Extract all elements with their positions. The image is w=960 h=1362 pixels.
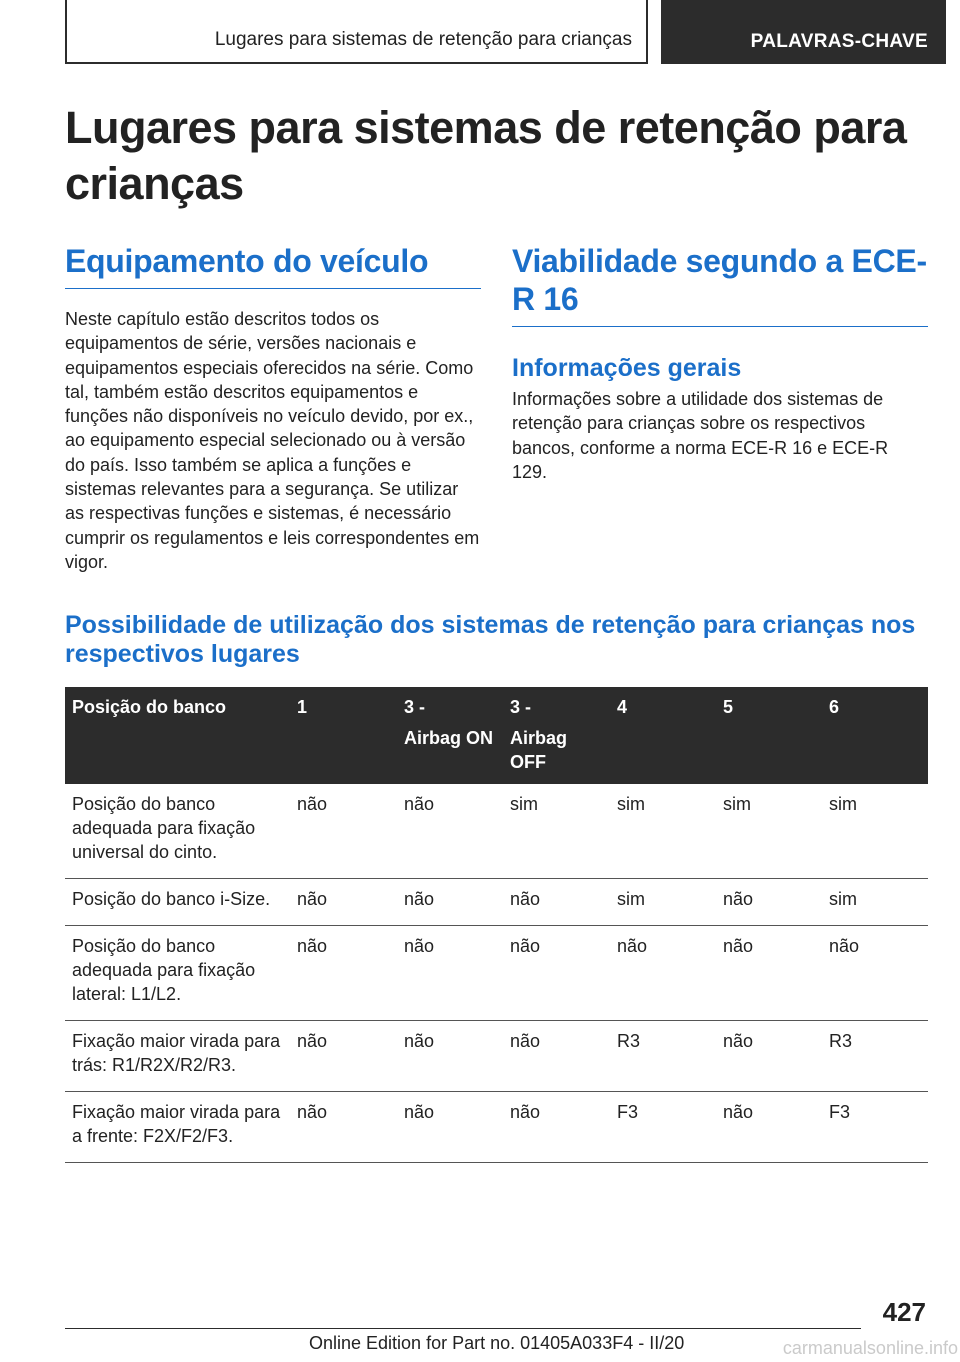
page-title: Lugares para sistemas de retenção para crianças xyxy=(65,102,907,209)
table-cell: não xyxy=(716,1092,822,1163)
left-column xyxy=(65,242,481,574)
header-section-title: Lugares para sistemas de retenção para crianças xyxy=(214,29,632,50)
table-cell: R3 xyxy=(822,1021,928,1092)
table-cell: Posição do banco i-Size. xyxy=(65,879,290,926)
table-row xyxy=(65,1092,928,1163)
table-header-cell: 3 - Airbag ON xyxy=(397,687,503,784)
table-cell: Posição do banco adequada para fixação universal do cinto. xyxy=(65,784,290,879)
table-cell: sim xyxy=(610,879,716,926)
table-cell: sim xyxy=(716,784,822,879)
table-cell: não xyxy=(397,879,503,926)
right-column xyxy=(512,242,928,484)
table-header-row xyxy=(65,687,928,784)
table-cell: F3 xyxy=(610,1092,716,1163)
page-number: 427 xyxy=(882,1297,926,1327)
table-cell: sim xyxy=(822,879,928,926)
table-header-cell: 3 - Airbag OFF xyxy=(503,687,610,784)
seat-position-table xyxy=(65,687,928,1163)
table-cell: não xyxy=(290,1092,397,1163)
usage-possibility-heading: Possibilidade de utilização dos sistemas de retenção para crianças nos respectivos lugares xyxy=(65,611,916,668)
table-cell: não xyxy=(716,926,822,1021)
table-cell: não xyxy=(290,926,397,1021)
table-cell: não xyxy=(716,1021,822,1092)
table-cell: sim xyxy=(610,784,716,879)
table-cell: não xyxy=(290,1021,397,1092)
vehicle-equipment-text: Neste capítulo estão descritos todos os equipamentos de série, versões nacionais e equipamentos especiais oferecidos na série. Como tal, também estão descritos equipamentos e funções não disponíveis no veículo devido, por ex., ao equipamento especial selecionado ou à versão do país. Isso também se aplica a funções e sistemas relevantes para a segurança. Se utilizar as respectivas funções e sistemas, é necessário cumprir os regulamentos e leis correspondentes em vigor. xyxy=(65,309,480,572)
table-cell: não xyxy=(397,1092,503,1163)
header-tab-label: PALAVRAS-CHAVE xyxy=(750,31,928,52)
table-cell: F3 xyxy=(822,1092,928,1163)
table-header-cell: 6 xyxy=(822,687,928,784)
footer-edition-text: Online Edition for Part no. 01405A033F4 - II/20 xyxy=(309,1333,685,1353)
table-cell: Fixação maior virada para a frente: F2X/F2/F3. xyxy=(65,1092,290,1163)
table-cell: sim xyxy=(503,784,610,879)
header-section-box xyxy=(65,0,648,64)
footer-divider xyxy=(65,1328,861,1329)
table-cell: não xyxy=(290,879,397,926)
watermark: carmanualsonline.info xyxy=(782,1338,958,1358)
table-cell: sim xyxy=(822,784,928,879)
table-cell: não xyxy=(397,1021,503,1092)
table-cell: não xyxy=(290,784,397,879)
table-cell: não xyxy=(503,879,610,926)
general-info-text: Informações sobre a utilidade dos sistemas de retenção para crianças sobre os respectivos bancos, conforme a norma ECE-R 16 e ECE-R 129. xyxy=(512,389,889,482)
table-cell: Fixação maior virada para trás: R1/R2X/R2/R3. xyxy=(65,1021,290,1092)
header-tab-keywords[interactable] xyxy=(661,0,946,64)
table-row xyxy=(65,926,928,1021)
table-cell: Posição do banco adequada para fixação lateral: L1/L2. xyxy=(65,926,290,1021)
table-header-cell: Posição do banco xyxy=(65,687,290,784)
table-row xyxy=(65,1021,928,1092)
vehicle-equipment-heading: Equipamento do veículo xyxy=(65,242,481,289)
table-row xyxy=(65,879,928,926)
table-header-cell: 4 xyxy=(610,687,716,784)
table-cell: não xyxy=(503,926,610,1021)
table-cell: não xyxy=(716,879,822,926)
table-header-cell: 5 xyxy=(716,687,822,784)
table-cell: não xyxy=(503,1092,610,1163)
general-info-heading: Informações gerais xyxy=(512,354,742,382)
table-cell: não xyxy=(822,926,928,1021)
table-cell: não xyxy=(610,926,716,1021)
table-cell: R3 xyxy=(610,1021,716,1092)
table-cell: não xyxy=(397,784,503,879)
viability-heading: Viabilidade segundo a ECE-R 16 xyxy=(512,242,928,327)
table-row xyxy=(65,784,928,879)
table-header-cell: 1 xyxy=(290,687,397,784)
table-cell: não xyxy=(503,1021,610,1092)
table-cell: não xyxy=(397,926,503,1021)
